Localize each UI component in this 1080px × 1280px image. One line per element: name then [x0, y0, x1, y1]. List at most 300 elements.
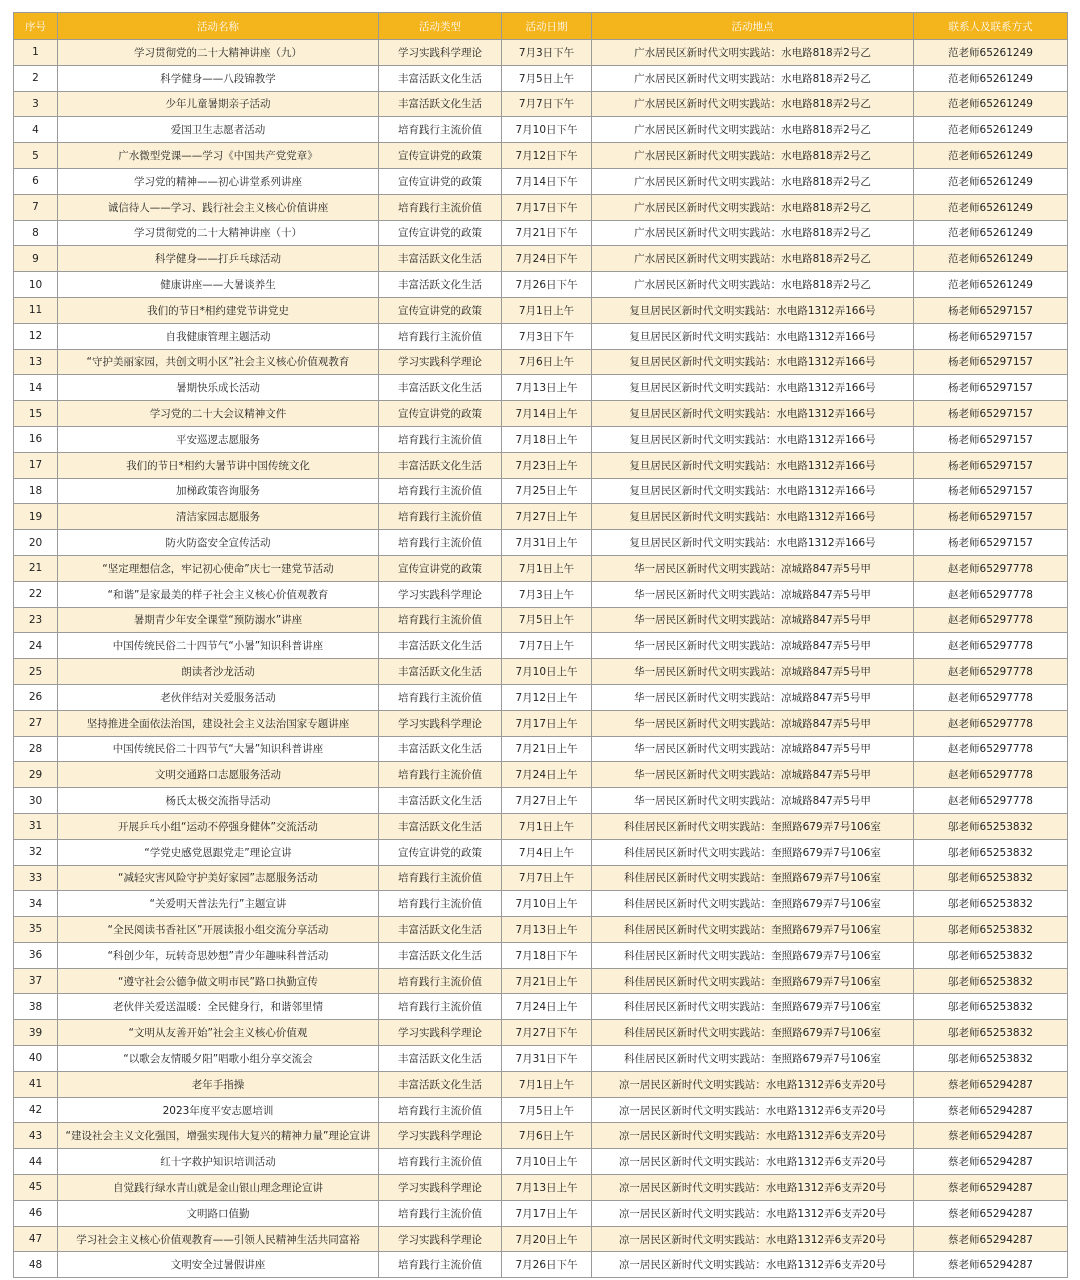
cell-activity-type: 宣传宣讲党的政策: [379, 839, 502, 865]
cell-activity-date: 7月3日上午: [502, 581, 592, 607]
cell-index: 1: [14, 40, 58, 66]
header-activity-date: 活动日期: [502, 13, 592, 40]
cell-index: 46: [14, 1200, 58, 1226]
cell-activity-location: 凉一居民区新时代文明实践站：水电路1312弄6支弄20号: [592, 1200, 914, 1226]
cell-contact: 蔡老师65294287: [914, 1226, 1068, 1252]
cell-index: 12: [14, 323, 58, 349]
cell-activity-location: 复旦居民区新时代文明实践站：水电路1312弄166号: [592, 375, 914, 401]
cell-index: 31: [14, 813, 58, 839]
cell-activity-type: 丰富活跃文化生活: [379, 659, 502, 685]
cell-activity-location: 复旦居民区新时代文明实践站：水电路1312弄166号: [592, 530, 914, 556]
table-row: [14, 659, 1068, 685]
cell-activity-location: 科佳居民区新时代文明实践站：奎照路679弄7号106室: [592, 839, 914, 865]
cell-contact: 赵老师65297778: [914, 684, 1068, 710]
header-contact: 联系人及联系方式: [914, 13, 1068, 40]
cell-activity-location: 广水居民区新时代文明实践站：水电路818弄2号乙: [592, 168, 914, 194]
cell-activity-date: 7月1日上午: [502, 297, 592, 323]
cell-activity-date: 7月6日上午: [502, 1123, 592, 1149]
cell-contact: 赵老师65297778: [914, 555, 1068, 581]
cell-index: 22: [14, 581, 58, 607]
cell-activity-date: 7月24日下午: [502, 246, 592, 272]
cell-activity-type: 丰富活跃文化生活: [379, 813, 502, 839]
cell-activity-name: 广水微型党课——学习《中国共产党党章》: [58, 143, 379, 169]
table-row: [14, 40, 1068, 66]
cell-activity-name: 老伙伴结对关爱服务活动: [58, 684, 379, 710]
cell-contact: 蔡老师65294287: [914, 1149, 1068, 1175]
cell-index: 42: [14, 1097, 58, 1123]
cell-index: 38: [14, 994, 58, 1020]
cell-activity-type: 培育践行主流价值: [379, 194, 502, 220]
cell-activity-type: 丰富活跃文化生活: [379, 91, 502, 117]
cell-contact: 杨老师65297157: [914, 323, 1068, 349]
cell-activity-location: 凉一居民区新时代文明实践站：水电路1312弄6支弄20号: [592, 1123, 914, 1149]
cell-activity-location: 华一居民区新时代文明实践站：凉城路847弄5号甲: [592, 659, 914, 685]
cell-contact: 范老师65261249: [914, 272, 1068, 298]
cell-activity-type: 培育践行主流价值: [379, 323, 502, 349]
table-row: [14, 452, 1068, 478]
cell-activity-name: “学党史感党恩跟党走”理论宣讲: [58, 839, 379, 865]
cell-index: 25: [14, 659, 58, 685]
cell-contact: 邬老师65253832: [914, 994, 1068, 1020]
cell-activity-location: 华一居民区新时代文明实践站：凉城路847弄5号甲: [592, 736, 914, 762]
cell-activity-name: 学习贯彻党的二十大精神讲座（九）: [58, 40, 379, 66]
cell-index: 36: [14, 942, 58, 968]
cell-activity-date: 7月13日上午: [502, 375, 592, 401]
cell-activity-date: 7月7日下午: [502, 91, 592, 117]
cell-activity-location: 广水居民区新时代文明实践站：水电路818弄2号乙: [592, 117, 914, 143]
cell-contact: 邬老师65253832: [914, 839, 1068, 865]
cell-index: 37: [14, 968, 58, 994]
cell-activity-location: 复旦居民区新时代文明实践站：水电路1312弄166号: [592, 478, 914, 504]
table-row: [14, 762, 1068, 788]
cell-contact: 赵老师65297778: [914, 659, 1068, 685]
cell-activity-name: 我们的节日*相约大暑节讲中国传统文化: [58, 452, 379, 478]
cell-activity-type: 培育践行主流价值: [379, 684, 502, 710]
table-row: [14, 143, 1068, 169]
cell-activity-name: 学习社会主义核心价值观教育——引领人民精神生活共同富裕: [58, 1226, 379, 1252]
cell-index: 19: [14, 504, 58, 530]
cell-contact: 赵老师65297778: [914, 607, 1068, 633]
cell-activity-name: 暑期快乐成长活动: [58, 375, 379, 401]
table-row: [14, 684, 1068, 710]
cell-contact: 邬老师65253832: [914, 1020, 1068, 1046]
cell-activity-name: 自觉践行绿水青山就是金山银山理念理论宣讲: [58, 1175, 379, 1201]
cell-activity-location: 广水居民区新时代文明实践站：水电路818弄2号乙: [592, 91, 914, 117]
cell-index: 9: [14, 246, 58, 272]
cell-index: 17: [14, 452, 58, 478]
cell-activity-date: 7月10日上午: [502, 891, 592, 917]
cell-activity-location: 凉一居民区新时代文明实践站：水电路1312弄6支弄20号: [592, 1226, 914, 1252]
cell-index: 26: [14, 684, 58, 710]
table-row: [14, 478, 1068, 504]
cell-activity-date: 7月27日上午: [502, 788, 592, 814]
table-row: [14, 1200, 1068, 1226]
cell-activity-date: 7月14日下午: [502, 168, 592, 194]
cell-activity-type: 宣传宣讲党的政策: [379, 168, 502, 194]
table-row: [14, 1071, 1068, 1097]
cell-activity-name: 老年手指操: [58, 1071, 379, 1097]
cell-contact: 邬老师65253832: [914, 891, 1068, 917]
cell-activity-type: 培育践行主流价值: [379, 994, 502, 1020]
table-row: [14, 530, 1068, 556]
cell-activity-date: 7月20日上午: [502, 1226, 592, 1252]
cell-index: 21: [14, 555, 58, 581]
cell-activity-type: 宣传宣讲党的政策: [379, 143, 502, 169]
cell-activity-type: 丰富活跃文化生活: [379, 246, 502, 272]
cell-activity-location: 广水居民区新时代文明实践站：水电路818弄2号乙: [592, 40, 914, 66]
cell-activity-date: 7月17日上午: [502, 710, 592, 736]
cell-index: 14: [14, 375, 58, 401]
cell-contact: 邬老师65253832: [914, 917, 1068, 943]
cell-contact: 蔡老师65294287: [914, 1200, 1068, 1226]
cell-activity-date: 7月18日下午: [502, 942, 592, 968]
cell-contact: 蔡老师65294287: [914, 1252, 1068, 1278]
cell-activity-location: 凉一居民区新时代文明实践站：水电路1312弄6支弄20号: [592, 1252, 914, 1278]
cell-activity-location: 华一居民区新时代文明实践站：凉城路847弄5号甲: [592, 684, 914, 710]
cell-activity-type: 培育践行主流价值: [379, 762, 502, 788]
cell-activity-date: 7月3日下午: [502, 323, 592, 349]
cell-activity-date: 7月3日下午: [502, 40, 592, 66]
cell-contact: 邬老师65253832: [914, 865, 1068, 891]
cell-activity-location: 复旦居民区新时代文明实践站：水电路1312弄166号: [592, 426, 914, 452]
cell-activity-type: 丰富活跃文化生活: [379, 788, 502, 814]
cell-activity-date: 7月4日上午: [502, 839, 592, 865]
table-row: [14, 1149, 1068, 1175]
activity-table: [13, 12, 1068, 1278]
cell-activity-date: 7月31日下午: [502, 1046, 592, 1072]
cell-activity-name: 开展乒乓小组“运动不停强身健体”交流活动: [58, 813, 379, 839]
cell-index: 45: [14, 1175, 58, 1201]
cell-activity-date: 7月5日上午: [502, 607, 592, 633]
cell-activity-location: 华一居民区新时代文明实践站：凉城路847弄5号甲: [592, 788, 914, 814]
cell-contact: 赵老师65297778: [914, 710, 1068, 736]
cell-activity-location: 复旦居民区新时代文明实践站：水电路1312弄166号: [592, 323, 914, 349]
cell-activity-location: 广水居民区新时代文明实践站：水电路818弄2号乙: [592, 220, 914, 246]
cell-contact: 赵老师65297778: [914, 788, 1068, 814]
cell-index: 41: [14, 1071, 58, 1097]
cell-activity-name: 文明安全过暑假讲座: [58, 1252, 379, 1278]
table-row: [14, 401, 1068, 427]
cell-index: 8: [14, 220, 58, 246]
cell-activity-type: 培育践行主流价值: [379, 1149, 502, 1175]
cell-index: 33: [14, 865, 58, 891]
table-row: [14, 65, 1068, 91]
table-row: [14, 1020, 1068, 1046]
cell-activity-location: 华一居民区新时代文明实践站：凉城路847弄5号甲: [592, 555, 914, 581]
cell-activity-date: 7月26日下午: [502, 272, 592, 298]
header-index: 序号: [14, 13, 58, 40]
cell-index: 43: [14, 1123, 58, 1149]
table-row: [14, 168, 1068, 194]
cell-activity-type: 培育践行主流价值: [379, 1252, 502, 1278]
cell-activity-type: 学习实践科学理论: [379, 710, 502, 736]
cell-activity-date: 7月27日下午: [502, 1020, 592, 1046]
cell-activity-location: 广水居民区新时代文明实践站：水电路818弄2号乙: [592, 246, 914, 272]
cell-activity-name: “文明从友善开始”社会主义核心价值观: [58, 1020, 379, 1046]
cell-index: 10: [14, 272, 58, 298]
cell-activity-name: “守护美丽家园，共创文明小区”社会主义核心价值观教育: [58, 349, 379, 375]
table-row: [14, 917, 1068, 943]
cell-index: 48: [14, 1252, 58, 1278]
cell-contact: 杨老师65297157: [914, 478, 1068, 504]
cell-activity-name: 诚信待人——学习、践行社会主义核心价值讲座: [58, 194, 379, 220]
cell-activity-date: 7月17日下午: [502, 194, 592, 220]
table-row: [14, 994, 1068, 1020]
cell-index: 5: [14, 143, 58, 169]
cell-activity-date: 7月1日上午: [502, 1071, 592, 1097]
table-row: [14, 865, 1068, 891]
cell-activity-date: 7月5日上午: [502, 65, 592, 91]
cell-activity-name: 学习党的精神——初心讲堂系列讲座: [58, 168, 379, 194]
cell-activity-type: 丰富活跃文化生活: [379, 375, 502, 401]
table-row: [14, 246, 1068, 272]
cell-index: 28: [14, 736, 58, 762]
cell-activity-name: 少年儿童暑期亲子活动: [58, 91, 379, 117]
cell-index: 29: [14, 762, 58, 788]
table-row: [14, 1252, 1068, 1278]
cell-index: 7: [14, 194, 58, 220]
cell-activity-date: 7月21日下午: [502, 220, 592, 246]
cell-activity-location: 复旦居民区新时代文明实践站：水电路1312弄166号: [592, 452, 914, 478]
cell-contact: 蔡老师65294287: [914, 1097, 1068, 1123]
cell-activity-name: “坚定理想信念，牢记初心使命”庆七一建党节活动: [58, 555, 379, 581]
cell-activity-location: 科佳居民区新时代文明实践站：奎照路679弄7号106室: [592, 1020, 914, 1046]
cell-index: 13: [14, 349, 58, 375]
cell-activity-type: 丰富活跃文化生活: [379, 942, 502, 968]
cell-contact: 邬老师65253832: [914, 968, 1068, 994]
cell-contact: 蔡老师65294287: [914, 1175, 1068, 1201]
cell-index: 2: [14, 65, 58, 91]
cell-activity-location: 华一居民区新时代文明实践站：凉城路847弄5号甲: [592, 762, 914, 788]
cell-activity-date: 7月7日上午: [502, 865, 592, 891]
cell-activity-location: 复旦居民区新时代文明实践站：水电路1312弄166号: [592, 401, 914, 427]
cell-activity-name: 文明交通路口志愿服务活动: [58, 762, 379, 788]
cell-index: 35: [14, 917, 58, 943]
table-row: [14, 555, 1068, 581]
cell-activity-type: 培育践行主流价值: [379, 968, 502, 994]
cell-activity-location: 广水居民区新时代文明实践站：水电路818弄2号乙: [592, 65, 914, 91]
table-row: [14, 710, 1068, 736]
cell-activity-type: 培育践行主流价值: [379, 607, 502, 633]
cell-activity-name: “遵守社会公德争做文明市民”路口执勤宣传: [58, 968, 379, 994]
cell-activity-date: 7月5日上午: [502, 1097, 592, 1123]
table-row: [14, 607, 1068, 633]
cell-activity-type: 学习实践科学理论: [379, 40, 502, 66]
cell-activity-date: 7月10日下午: [502, 117, 592, 143]
table-row: [14, 91, 1068, 117]
cell-index: 24: [14, 633, 58, 659]
cell-index: 34: [14, 891, 58, 917]
header-row: [14, 13, 1068, 40]
cell-activity-name: 老伙伴关爱送温暖：全民健身行，和谐邻里情: [58, 994, 379, 1020]
table-row: [14, 1046, 1068, 1072]
table-row: [14, 633, 1068, 659]
cell-activity-location: 广水居民区新时代文明实践站：水电路818弄2号乙: [592, 194, 914, 220]
cell-contact: 赵老师65297778: [914, 633, 1068, 659]
cell-activity-location: 华一居民区新时代文明实践站：凉城路847弄5号甲: [592, 710, 914, 736]
cell-activity-name: 杨氏太极交流指导活动: [58, 788, 379, 814]
cell-activity-name: “科创少年，玩转奇思妙想”青少年趣味科普活动: [58, 942, 379, 968]
cell-activity-location: 科佳居民区新时代文明实践站：奎照路679弄7号106室: [592, 1046, 914, 1072]
cell-activity-type: 丰富活跃文化生活: [379, 452, 502, 478]
table-row: [14, 839, 1068, 865]
cell-activity-type: 宣传宣讲党的政策: [379, 555, 502, 581]
cell-activity-name: 坚持推进全面依法治国，建设社会主义法治国家专题讲座: [58, 710, 379, 736]
cell-index: 15: [14, 401, 58, 427]
cell-contact: 赵老师65297778: [914, 581, 1068, 607]
cell-activity-type: 宣传宣讲党的政策: [379, 220, 502, 246]
table-row: [14, 942, 1068, 968]
cell-activity-name: 健康讲座——大暑谈养生: [58, 272, 379, 298]
cell-activity-location: 科佳居民区新时代文明实践站：奎照路679弄7号106室: [592, 942, 914, 968]
cell-activity-name: “全民阅读书香社区”开展读报小组交流分享活动: [58, 917, 379, 943]
cell-contact: 赵老师65297778: [914, 736, 1068, 762]
cell-activity-type: 培育践行主流价值: [379, 504, 502, 530]
table-body: [14, 40, 1068, 1278]
table-row: [14, 1226, 1068, 1252]
cell-activity-date: 7月10日上午: [502, 1149, 592, 1175]
header-activity-type: 活动类型: [379, 13, 502, 40]
cell-activity-date: 7月26日下午: [502, 1252, 592, 1278]
table-row: [14, 323, 1068, 349]
cell-activity-name: 红十字救护知识培训活动: [58, 1149, 379, 1175]
cell-contact: 杨老师65297157: [914, 297, 1068, 323]
cell-activity-date: 7月13日上午: [502, 917, 592, 943]
cell-index: 27: [14, 710, 58, 736]
table-row: [14, 581, 1068, 607]
cell-activity-type: 学习实践科学理论: [379, 1123, 502, 1149]
cell-activity-location: 广水居民区新时代文明实践站：水电路818弄2号乙: [592, 272, 914, 298]
cell-activity-date: 7月31日上午: [502, 530, 592, 556]
cell-contact: 范老师65261249: [914, 40, 1068, 66]
cell-index: 47: [14, 1226, 58, 1252]
cell-activity-date: 7月10日上午: [502, 659, 592, 685]
table-row: [14, 1097, 1068, 1123]
cell-activity-name: 自我健康管理主题活动: [58, 323, 379, 349]
header-activity-location: 活动地点: [592, 13, 914, 40]
cell-activity-location: 复旦居民区新时代文明实践站：水电路1312弄166号: [592, 504, 914, 530]
cell-index: 32: [14, 839, 58, 865]
cell-activity-type: 宣传宣讲党的政策: [379, 401, 502, 427]
cell-activity-type: 丰富活跃文化生活: [379, 633, 502, 659]
table-row: [14, 968, 1068, 994]
table-row: [14, 297, 1068, 323]
table-row: [14, 117, 1068, 143]
cell-activity-type: 培育践行主流价值: [379, 1200, 502, 1226]
cell-activity-type: 培育践行主流价值: [379, 1097, 502, 1123]
cell-activity-date: 7月7日上午: [502, 633, 592, 659]
cell-activity-type: 培育践行主流价值: [379, 891, 502, 917]
cell-activity-name: 学习党的二十大会议精神文件: [58, 401, 379, 427]
cell-activity-date: 7月23日上午: [502, 452, 592, 478]
cell-activity-date: 7月21日上午: [502, 736, 592, 762]
cell-contact: 杨老师65297157: [914, 349, 1068, 375]
table-row: [14, 426, 1068, 452]
cell-index: 4: [14, 117, 58, 143]
cell-activity-location: 复旦居民区新时代文明实践站：水电路1312弄166号: [592, 297, 914, 323]
cell-activity-type: 培育践行主流价值: [379, 426, 502, 452]
cell-activity-type: 学习实践科学理论: [379, 581, 502, 607]
cell-activity-location: 科佳居民区新时代文明实践站：奎照路679弄7号106室: [592, 891, 914, 917]
cell-contact: 范老师65261249: [914, 117, 1068, 143]
cell-activity-name: 中国传统民俗二十四节气“大暑”知识科普讲座: [58, 736, 379, 762]
cell-activity-name: 2023年度平安志愿培训: [58, 1097, 379, 1123]
cell-contact: 杨老师65297157: [914, 530, 1068, 556]
cell-contact: 杨老师65297157: [914, 426, 1068, 452]
table-row: [14, 813, 1068, 839]
cell-activity-type: 培育践行主流价值: [379, 478, 502, 504]
cell-index: 3: [14, 91, 58, 117]
cell-index: 23: [14, 607, 58, 633]
cell-contact: 赵老师65297778: [914, 762, 1068, 788]
cell-index: 11: [14, 297, 58, 323]
cell-activity-name: 平安巡逻志愿服务: [58, 426, 379, 452]
cell-activity-type: 丰富活跃文化生活: [379, 65, 502, 91]
cell-contact: 范老师65261249: [914, 246, 1068, 272]
cell-activity-type: 培育践行主流价值: [379, 530, 502, 556]
cell-activity-date: 7月12日上午: [502, 684, 592, 710]
cell-contact: 杨老师65297157: [914, 401, 1068, 427]
cell-activity-location: 华一居民区新时代文明实践站：凉城路847弄5号甲: [592, 581, 914, 607]
activity-schedule: [13, 12, 1067, 1278]
cell-activity-name: 朗读者沙龙活动: [58, 659, 379, 685]
cell-activity-date: 7月27日上午: [502, 504, 592, 530]
cell-activity-date: 7月18日上午: [502, 426, 592, 452]
cell-contact: 范老师65261249: [914, 220, 1068, 246]
cell-activity-name: 科学健身——八段锦教学: [58, 65, 379, 91]
cell-activity-date: 7月25日上午: [502, 478, 592, 504]
cell-activity-date: 7月6日上午: [502, 349, 592, 375]
cell-activity-date: 7月24日上午: [502, 994, 592, 1020]
cell-activity-location: 凉一居民区新时代文明实践站：水电路1312弄6支弄20号: [592, 1071, 914, 1097]
cell-index: 39: [14, 1020, 58, 1046]
cell-activity-name: 学习贯彻党的二十大精神讲座（十）: [58, 220, 379, 246]
cell-activity-location: 科佳居民区新时代文明实践站：奎照路679弄7号106室: [592, 917, 914, 943]
table-row: [14, 220, 1068, 246]
cell-index: 20: [14, 530, 58, 556]
cell-activity-location: 凉一居民区新时代文明实践站：水电路1312弄6支弄20号: [592, 1149, 914, 1175]
cell-activity-location: 科佳居民区新时代文明实践站：奎照路679弄7号106室: [592, 865, 914, 891]
cell-activity-date: 7月24日上午: [502, 762, 592, 788]
cell-contact: 邬老师65253832: [914, 942, 1068, 968]
table-row: [14, 1123, 1068, 1149]
cell-activity-name: “减轻灾害风险守护美好家园”志愿服务活动: [58, 865, 379, 891]
cell-activity-location: 凉一居民区新时代文明实践站：水电路1312弄6支弄20号: [592, 1175, 914, 1201]
cell-activity-location: 科佳居民区新时代文明实践站：奎照路679弄7号106室: [592, 994, 914, 1020]
header-activity-name: 活动名称: [58, 13, 379, 40]
cell-contact: 杨老师65297157: [914, 375, 1068, 401]
cell-contact: 范老师65261249: [914, 65, 1068, 91]
cell-activity-location: 科佳居民区新时代文明实践站：奎照路679弄7号106室: [592, 813, 914, 839]
cell-contact: 邬老师65253832: [914, 813, 1068, 839]
cell-index: 30: [14, 788, 58, 814]
cell-activity-type: 丰富活跃文化生活: [379, 736, 502, 762]
cell-activity-name: “和谐”是家最美的样子社会主义核心价值观教育: [58, 581, 379, 607]
table-row: [14, 1175, 1068, 1201]
cell-activity-type: 培育践行主流价值: [379, 865, 502, 891]
cell-activity-type: 宣传宣讲党的政策: [379, 297, 502, 323]
cell-activity-location: 复旦居民区新时代文明实践站：水电路1312弄166号: [592, 349, 914, 375]
cell-activity-name: 防火防盗安全宣传活动: [58, 530, 379, 556]
cell-activity-name: “关爱明天普法先行”主题宣讲: [58, 891, 379, 917]
cell-activity-location: 广水居民区新时代文明实践站：水电路818弄2号乙: [592, 143, 914, 169]
cell-activity-type: 学习实践科学理论: [379, 1175, 502, 1201]
cell-activity-name: “建设社会主义文化强国，增强实现伟大复兴的精神力量”理论宣讲: [58, 1123, 379, 1149]
cell-activity-location: 华一居民区新时代文明实践站：凉城路847弄5号甲: [592, 607, 914, 633]
cell-activity-type: 培育践行主流价值: [379, 117, 502, 143]
cell-contact: 蔡老师65294287: [914, 1071, 1068, 1097]
cell-activity-name: 爱国卫生志愿者活动: [58, 117, 379, 143]
